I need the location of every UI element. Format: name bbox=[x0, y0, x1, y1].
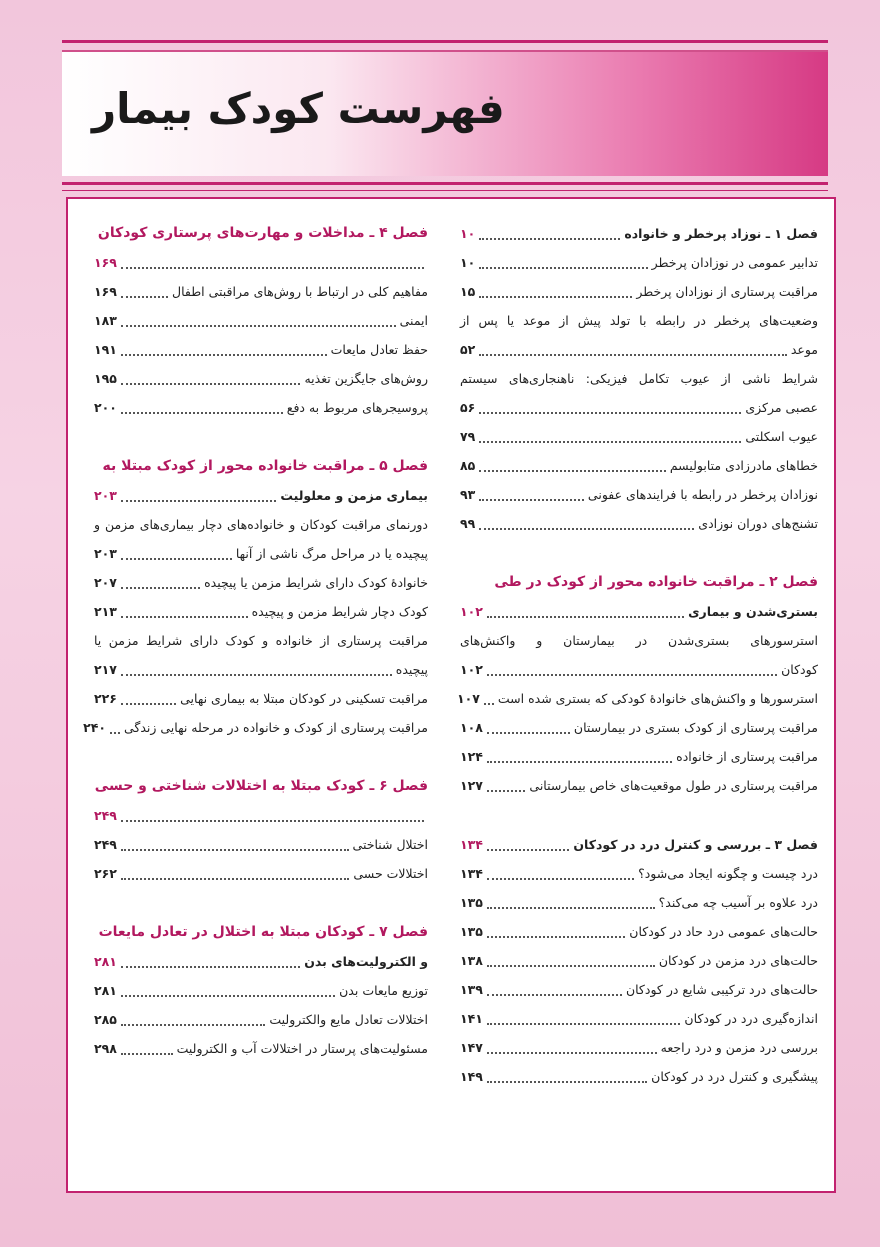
divider bbox=[62, 182, 828, 185]
toc-entry: پیچیده یا در مراحل مرگ ناشی از آنها ۲۰۳ bbox=[94, 546, 428, 561]
toc-entry: اختلالات حسی ۲۶۲ bbox=[94, 866, 428, 881]
toc-entry: موعد ۵۲ bbox=[460, 342, 818, 357]
toc-entry-wrap: شرایط ناشی از عیوب تکامل فیزیکی: ناهنجاری‌های سیستم bbox=[460, 371, 818, 386]
toc-entry-wrap: استرسورهای بستری‌شدن در بیمارستان و واکنش‌های bbox=[460, 633, 818, 648]
toc-entry: تشنج‌های دوران نوزادی ۹۹ bbox=[460, 516, 818, 531]
chapter-title-cont: و الکترولیت‌های بدن ۲۸۱ bbox=[94, 954, 428, 969]
toc-entry: استرسورها و واکنش‌های خانوادهٔ کودکی که بستری شده است ۱۰۷ bbox=[457, 691, 818, 706]
chapter-title-page: ۱۶۹ bbox=[94, 248, 428, 277]
top-rule bbox=[62, 40, 828, 43]
toc-column-left bbox=[83, 219, 428, 1093]
toc-entry: روش‌های جایگزین تغذیه ۱۹۵ bbox=[94, 371, 428, 386]
toc-entry: مراقبت تسکینی در کودکان مبتلا به بیماری نهایی ۲۲۶ bbox=[94, 691, 428, 706]
toc-entry: پیچیده ۲۱۷ bbox=[94, 662, 428, 677]
chapter-title-page: ۲۴۹ bbox=[94, 801, 428, 830]
toc-entry: مراقبت پرستاری از کودک و خانواده در مرحله نهایی زندگی ۲۴۰ bbox=[83, 720, 428, 735]
chapter-7 bbox=[94, 918, 428, 1063]
chapter-4 bbox=[94, 219, 428, 422]
chapter-title: فصل ۵ ـ مراقبت خانواده محور از کودک مبتلا به bbox=[102, 458, 428, 474]
toc-entry: مفاهیم کلی در ارتباط با روش‌های مراقبتی اطفال ۱۶۹ bbox=[94, 284, 428, 299]
toc-entry: پروسیجرهای مربوط به دفع ۲۰۰ bbox=[94, 400, 428, 415]
chapter-5 bbox=[83, 452, 428, 742]
toc-entry: نوزادان پرخطر در رابطه با فرایندهای عفونی ۹۳ bbox=[460, 487, 818, 502]
toc-entry-wrap: دورنمای مراقبت کودکان و خانواده‌های دچار بیماری‌های مزمن و bbox=[94, 517, 428, 532]
chapter-6 bbox=[94, 772, 428, 888]
toc-entry: مراقبت پرستاری از خانواده ۱۲۴ bbox=[460, 749, 818, 764]
toc-box bbox=[66, 197, 836, 1193]
chapter-title: فصل ۳ ـ بررسی و کنترل درد در کودکان ۱۳۴ bbox=[460, 837, 818, 852]
toc-entry: اختلال شناختی ۲۴۹ bbox=[94, 837, 428, 852]
chapter-title: فصل ۷ ـ کودکان مبتلا به اختلال در تعادل مایعات bbox=[98, 924, 428, 940]
chapter-title: فصل ۶ ـ کودک مبتلا به اختلالات شناختی و حسی bbox=[94, 778, 428, 794]
toc-entry: ایمنی ۱۸۳ bbox=[94, 313, 428, 328]
toc-entry: اختلالات تعادل مایع والکترولیت ۲۸۵ bbox=[94, 1012, 428, 1027]
divider bbox=[62, 190, 828, 191]
chapter-1 bbox=[460, 219, 818, 538]
toc-entry: حالت‌های درد مزمن در کودکان ۱۳۸ bbox=[460, 953, 818, 968]
toc-entry: حالت‌های عمومی درد حاد در کودکان ۱۳۵ bbox=[460, 924, 818, 939]
toc-entry: خطاهای مادرزادی متابولیسم ۸۵ bbox=[460, 458, 818, 473]
chapter-3 bbox=[460, 830, 818, 1091]
toc-entry: اندازه‌گیری درد در کودکان ۱۴۱ bbox=[460, 1011, 818, 1026]
toc-entry: پیشگیری و کنترل درد در کودکان ۱۴۹ bbox=[460, 1069, 818, 1084]
toc-entry: توزیع مایعات بدن ۲۸۱ bbox=[94, 983, 428, 998]
toc-entry-wrap: مراقبت پرستاری از خانواده و کودک دارای شرایط مزمن یا bbox=[94, 633, 428, 648]
chapter-title-cont: بیماری مزمن و معلولیت ۲۰۳ bbox=[94, 488, 428, 503]
toc-entry: مراقبت پرستاری از کودک بستری در بیمارستان ۱۰۸ bbox=[460, 720, 818, 735]
toc-entry: مراقبت پرستاری از نوزادان پرخطر ۱۵ bbox=[460, 284, 818, 299]
chapter-2 bbox=[457, 568, 818, 800]
toc-entry: درد چیست و چگونه ایجاد می‌شود؟ ۱۳۴ bbox=[460, 866, 818, 881]
chapter-title: فصل ۱ ـ نوزاد پرخطر و خانواده ۱۰ bbox=[460, 226, 818, 241]
toc-entry: کودکان ۱۰۲ bbox=[460, 662, 818, 677]
toc-entry: حفظ تعادل مایعات ۱۹۱ bbox=[94, 342, 428, 357]
chapter-title: فصل ۲ ـ مراقبت خانواده محور از کودک در طی bbox=[494, 574, 818, 590]
toc-entry: مسئولیت‌های پرستار در اختلالات آب و الکترولیت ۲۹۸ bbox=[94, 1041, 428, 1056]
toc-entry: خانوادهٔ کودک دارای شرایط مزمن یا پیچیده ۲۰۷ bbox=[94, 575, 428, 590]
toc-entry: حالت‌های درد ترکیبی شایع در کودکان ۱۳۹ bbox=[460, 982, 818, 997]
page-title: فهرست کودک بیمار bbox=[92, 84, 505, 133]
chapter-title-cont: بستری‌شدن و بیماری ۱۰۲ bbox=[460, 604, 818, 619]
toc-entry: مراقبت پرستاری در طول موقعیت‌های خاص بیمارستانی ۱۲۷ bbox=[460, 778, 818, 793]
toc-entry: کودک دچار شرایط مزمن و پیچیده ۲۱۳ bbox=[94, 604, 428, 619]
chapter-title: فصل ۴ ـ مداخلات و مهارت‌های پرستاری کودکان bbox=[97, 225, 428, 241]
toc-column-right bbox=[457, 219, 818, 1121]
toc-entry: بررسی درد مزمن و درد راجعه ۱۴۷ bbox=[460, 1040, 818, 1055]
toc-entry: تدابیر عمومی در نوزادان پرخطر ۱۰ bbox=[460, 255, 818, 270]
toc-entry: عیوب اسکلتی ۷۹ bbox=[460, 429, 818, 444]
toc-entry: عصبی مرکزی ۵۶ bbox=[460, 400, 818, 415]
toc-entry-wrap: وضعیت‌های پرخطر در رابطه با تولد پیش از موعد یا پس از bbox=[460, 313, 818, 328]
title-banner bbox=[62, 50, 828, 176]
toc-entry: درد علاوه بر آسیب چه می‌کند؟ ۱۳۵ bbox=[460, 895, 818, 910]
